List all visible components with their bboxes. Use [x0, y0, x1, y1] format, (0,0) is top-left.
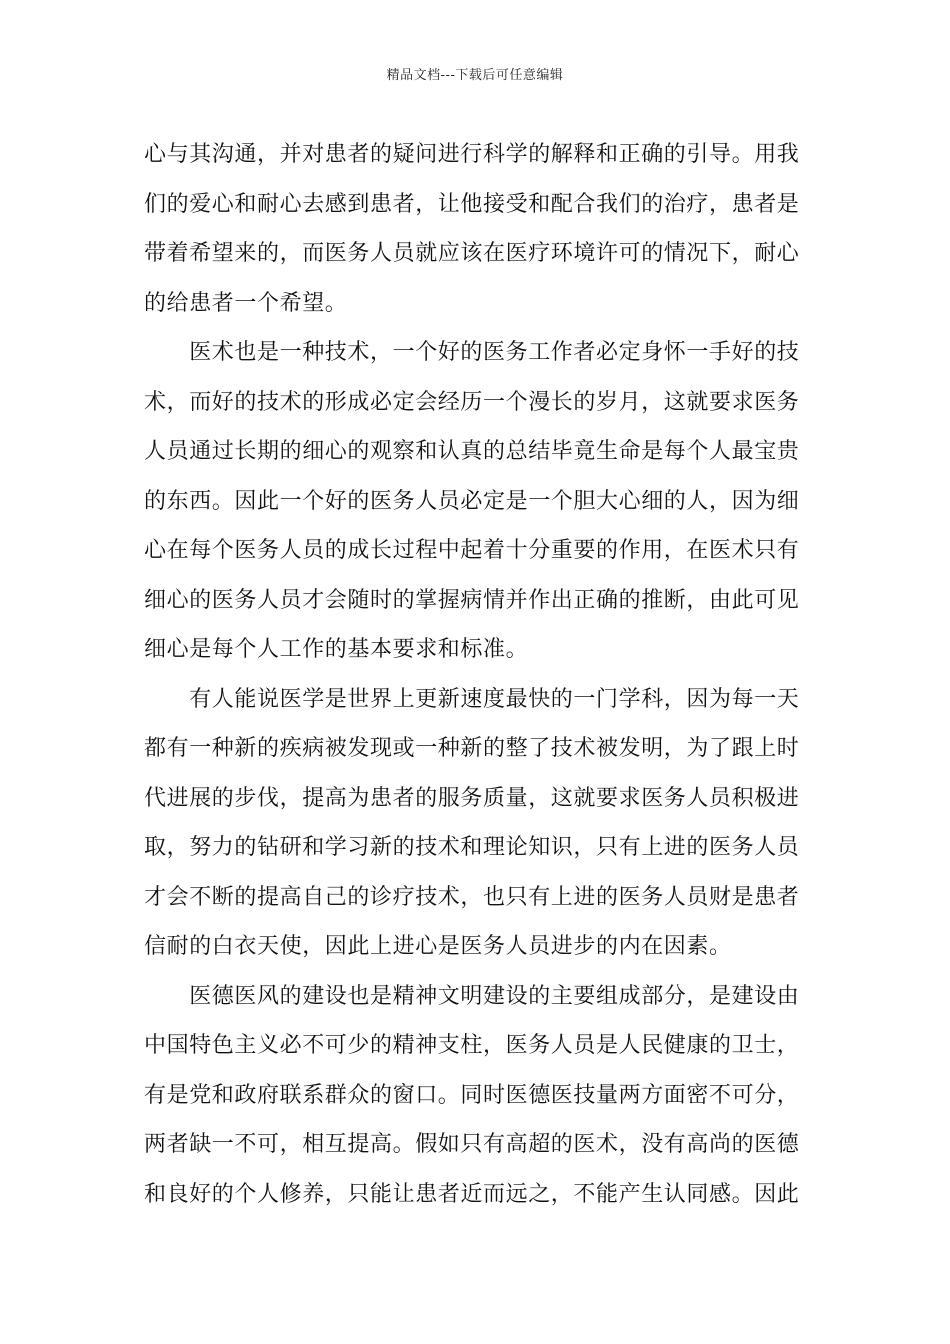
text-line: 术，而好的技术的形成必定会经历一个漫长的岁月，这就要求医务 [144, 389, 800, 415]
text-line: 有人能说医学是世界上更新速度最快的一门学科，因为每一天 [144, 686, 800, 712]
text-line: 心在每个医务人员的成长过程中起着十分重要的作用，在医术只有 [144, 538, 800, 563]
text-line: 取，努力的钻研和学习新的技术和理论知识，只有上进的医务人员 [144, 835, 800, 860]
text-line: 心与其沟通，并对患者的疑问进行科学的解释和正确的引导。用我 [144, 142, 800, 167]
header-note: 精品文档---下载后可任意编辑 [386, 68, 564, 83]
body-text [144, 130, 808, 1219]
text-line: 有是党和政府联系群众的窗口。同时医德医技量两方面密不可分， [144, 1082, 800, 1108]
text-line: 人员通过长期的细心的观察和认真的总结毕竟生命是每个人最宝贵 [144, 439, 800, 464]
text-line: 细心是每个人工作的基本要求和标准。 [144, 637, 529, 662]
paragraph [144, 972, 808, 1220]
text-line: 带着希望来的，而医务人员就应该在医疗环境许可的情况下，耐心 [144, 241, 800, 266]
paragraph [144, 675, 808, 972]
text-line: 细心的医务人员才会随时的掌握病情并作出正确的推断，由此可见 [144, 587, 800, 613]
paragraph [144, 130, 808, 328]
text-line: 信耐的白衣天使，因此上进心是医务人员进步的内在因素。 [144, 934, 732, 959]
text-line: 代进展的步伐，提高为患者的服务质量，这就要求医务人员积极进 [144, 785, 800, 811]
text-line: 和良好的个人修养，只能让患者近而远之，不能产生认同感。因此 [144, 1181, 800, 1207]
text-line: 才会不断的提高自己的诊疗技术，也只有上进的医务人员财是患者 [144, 884, 800, 910]
text-line: 医德医风的建设也是精神文明建设的主要组成部分，是建设由 [144, 983, 800, 1009]
text-line: 两者缺一不可，相互提高。假如只有高超的医术，没有高尚的医德 [144, 1132, 800, 1157]
text-line: 医术也是一种技术，一个好的医务工作者必定身怀一手好的技 [144, 340, 800, 365]
paragraph [144, 328, 808, 675]
text-line: 们的爱心和耐心去感到患者，让他接受和配合我们的治疗，患者是 [144, 191, 800, 217]
text-line: 的给患者一个希望。 [144, 290, 348, 316]
text-line: 都有一种新的疾病被发现或一种新的整了技术被发明，为了跟上时 [144, 736, 800, 761]
text-line: 的东西。因此一个好的医务人员必定是一个胆大心细的人，因为细 [144, 488, 800, 514]
text-line: 中国特色主义必不可少的精神支柱，医务人员是人民健康的卫士， [144, 1033, 800, 1058]
